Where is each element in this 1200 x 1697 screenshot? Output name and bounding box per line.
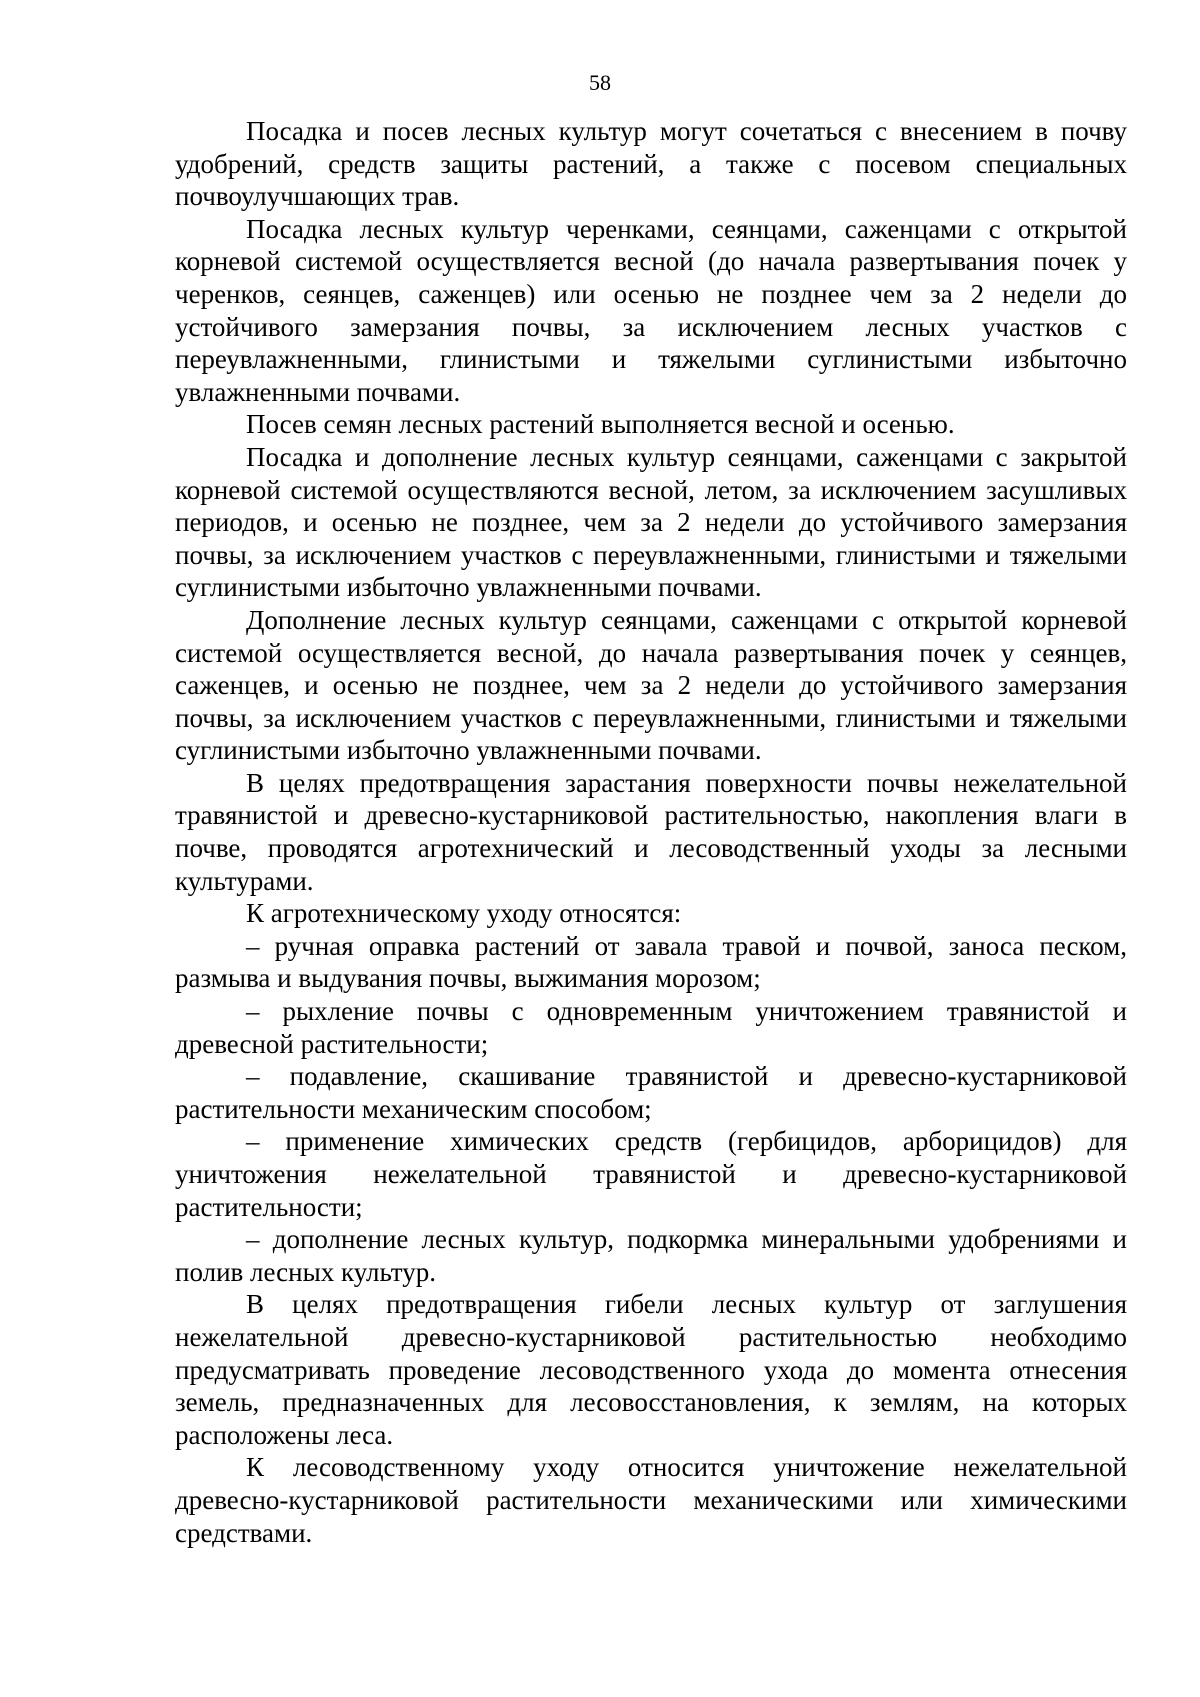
list-item: – применение химических средств (гербицидов, арборицидов) для уничтожения нежелательной травянистой и древесно-кустарниковой растительности;: [175, 1126, 1127, 1222]
paragraph: Посадка и дополнение лесных культур сеянцами, саженцами с закрытой корневой системой осуществляются весной, летом, за исключением засушливых периодов, и осенью не позднее, чем за 2 недели до устойчивого замерзания почвы, за исключением участков с переувлажненными, глинистыми и тяжелыми суглинистыми избыточно увлажненными почвами.: [175, 441, 1127, 603]
paragraph: В целях предотвращения зарастания поверхности почвы нежелательной травянистой и древесно-кустарниковой растительностью, накопления влаги в почве, проводятся агротехнический и лесоводственный уходы за лесными культурами.: [175, 767, 1127, 896]
paragraph: В целях предотвращения гибели лесных культур от заглушения нежелательной древесно-кустарниковой растительностью необходимо предусматривать проведение лесоводственного ухода до момента отнесения земель, предназначенных для лесовосстановления, к землям, на которых расположены леса.: [175, 1289, 1127, 1450]
document-body: [175, 115, 1127, 1549]
paragraph: К лесоводственному уходу относится уничтожение нежелательной древесно-кустарниковой растительности механическими или химическими средствами.: [175, 1452, 1127, 1548]
paragraph: К агротехническому уходу относятся:: [246, 898, 682, 929]
list-item: – ручная оправка растений от завала травой и почвой, заноса песком, размыва и выдувания почвы, выжимания морозом;: [175, 930, 1127, 994]
list-item: – дополнение лесных культур, подкормка минеральными удобрениями и полив лесных культур.: [175, 1224, 1127, 1287]
list-item: – подавление, скашивание травянистой и древесно-кустарниковой растительности механическим способом;: [175, 1061, 1127, 1124]
paragraph: Посадка и посев лесных культур могут сочетаться с внесением в почву удобрений, средств защиты растений, а также с посевом специальных почвоулучшающих трав.: [175, 116, 1127, 212]
paragraph: Посев семян лесных растений выполняется весной и осенью.: [246, 409, 955, 440]
list-item: – рыхление почвы с одновременным уничтожением травянистой и древесной растительности;: [175, 996, 1127, 1059]
page-number: 58: [589, 70, 611, 95]
paragraph: Дополнение лесных культур сеянцами, саженцами с открытой корневой системой осуществляется весной, до начала развертывания почек у сеянцев, саженцев, и осенью не позднее, чем за 2 недели до устойчивого замерзания почвы, за исключением участков с переувлажненными, глинистыми и тяжелыми суглинистыми избыточно увлажненными почвами.: [175, 604, 1127, 766]
paragraph: Посадка лесных культур черенками, сеянцами, саженцами с открытой корневой системой осуществляется весной (до начала развертывания почек у черенков, сеянцев, саженцев) или осенью не позднее чем за 2 недели до устойчивого замерзания почвы, за исключением лесных участков с переувлажненными, глинистыми и тяжелыми суглинистыми избыточно увлажненными почвами.: [175, 213, 1127, 407]
